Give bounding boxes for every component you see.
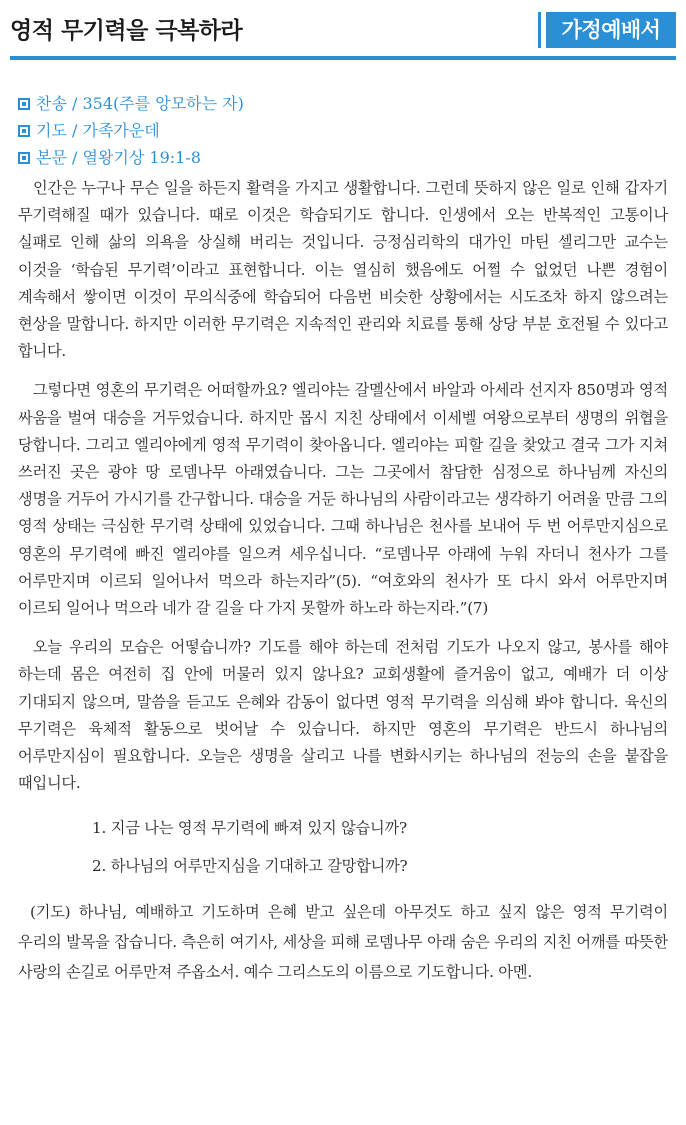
- header-rule: [10, 56, 676, 60]
- meta-prayer: 기도 / 가족가운데: [18, 117, 658, 144]
- reflection-questions: [92, 809, 668, 885]
- body-paragraph: 그렇다면 영혼의 무기력은 어떠할까요? 엘리야는 갈멜산에서 바알과 아세라 선지자 850명과 영적 싸움을 벌여 대승을 거두었습니다. 하지만 몹시 지친 상태에서 이세벨 여왕으로부터 생명의 위협을 당합니다. 그리고 엘리야에게 영적 무기력이 찾아옵니다. 엘리야는 피할 길을 찾았고 결국 그가 지쳐 쓰러진 곳은 광야 땅 로뎀나무 아래였습니다. 그는 그곳에서 참담한 심정으로 하나님께 자신의 생명을 거두어 가시기를 간구합니다. 대승을 거둔 하나님의 사람이라고는 생각하기 어려울 만큼 그의 영적 상태는 극심한 무기력 상태에 있었습니다. 그때 하나님은 천사를 보내어 두 번 어루만지심으로 영혼의 무기력에 빠진 엘리야를 일으켜 세우십니다. “로뎀나무 아래에 누워 자더니 천사가 그를 어루만지며 이르되 일어나서 먹으라 하는지라”(5). “여호와의 천사가 또 다시 와서 어루만지며 이르되 일어나 먹으라 네가 갈 길을 다 가지 못할까 하노라 하는지라.”(7): [18, 381, 668, 618]
- square-bullet-icon: [18, 125, 30, 137]
- square-bullet-icon: [18, 98, 30, 110]
- section-badge: 가정예배서: [546, 12, 676, 48]
- question-item: 1. 지금 나는 영적 무기력에 빠져 있지 않습니까?: [92, 819, 407, 838]
- body-paragraph: 오늘 우리의 모습은 어떻습니까? 기도를 해야 하는데 전처럼 기도가 나오지 않고, 봉사를 해야 하는데 몸은 여전히 집 안에 머물러 있지 않나요? 교회생활에 즐거움이 없고, 예배가 더 이상 기대되지 않으며, 말씀을 듣고도 은혜와 감동이 없다면 영적 무기력을 의심해 봐야 합니다. 육신의 무기력은 육체적 활동으로 벗어날 수 있습니다. 하지만 영혼의 무기력은 반드시 하나님의 어루만지심이 필요합니다. 오늘은 생명을 살리고 나를 변화시키는 하나님의 전능의 손을 붙잡을 때입니다.: [18, 638, 668, 793]
- meta-hymn: 찬송 / 354(주를 앙모하는 자): [18, 90, 658, 117]
- devotional-body: [18, 175, 668, 987]
- page-title: 영적 무기력을 극복하라: [10, 18, 243, 44]
- header: [0, 0, 686, 60]
- meta-value: 열왕기상 19:1-8: [82, 148, 201, 167]
- meta-label: 기도: [36, 121, 67, 140]
- meta-scripture: 본문 / 열왕기상 19:1-8: [18, 144, 658, 171]
- badge-divider: [538, 12, 541, 48]
- meta-value: 가족가운데: [82, 121, 160, 140]
- closing-prayer: (기도) 하나님, 예배하고 기도하며 은혜 받고 싶은데 아무것도 하고 싶지 않은 영적 무기력이 우리의 발목을 잡습니다. 측은히 여기사, 세상을 피해 로뎀나무 아래 숨은 우리의 지친 어깨를 따뜻한 사랑의 손길로 어루만져 주옵소서. 예수 그리스도의 이름으로 기도합니다. 아멘.: [18, 903, 668, 982]
- square-bullet-icon: [18, 152, 30, 164]
- meta-info: [18, 90, 658, 171]
- meta-label: 찬송: [36, 94, 67, 113]
- body-paragraph: 인간은 누구나 무슨 일을 하든지 활력을 가지고 생활합니다. 그런데 뜻하지 않은 일로 인해 갑자기 무기력해질 때가 있습니다. 때로 이것은 학습되기도 합니다. 인생에서 오는 반복적인 고통이나 실패로 인해 삶의 의욕을 상실해 버리는 것입니다. 긍정심리학의 대가인 마틴 셀리그만 교수는 이것을 ‘학습된 무기력’이라고 표현합니다. 이는 열심히 했음에도 어쩔 수 없었던 나쁜 경험이 계속해서 쌓이면 이것이 무의식중에 학습되어 다음번 비슷한 상황에서는 시도조차 하지 않으려는 현상을 말합니다. 하지만 이러한 무기력은 지속적인 관리와 치료를 통해 상당 부분 호전될 수 있다고 합니다.: [18, 179, 668, 361]
- question-item: 2. 하나님의 어루만지심을 기대하고 갈망합니까?: [92, 857, 408, 876]
- meta-label: 본문: [36, 148, 67, 167]
- meta-value: 354(주를 앙모하는 자): [82, 94, 244, 113]
